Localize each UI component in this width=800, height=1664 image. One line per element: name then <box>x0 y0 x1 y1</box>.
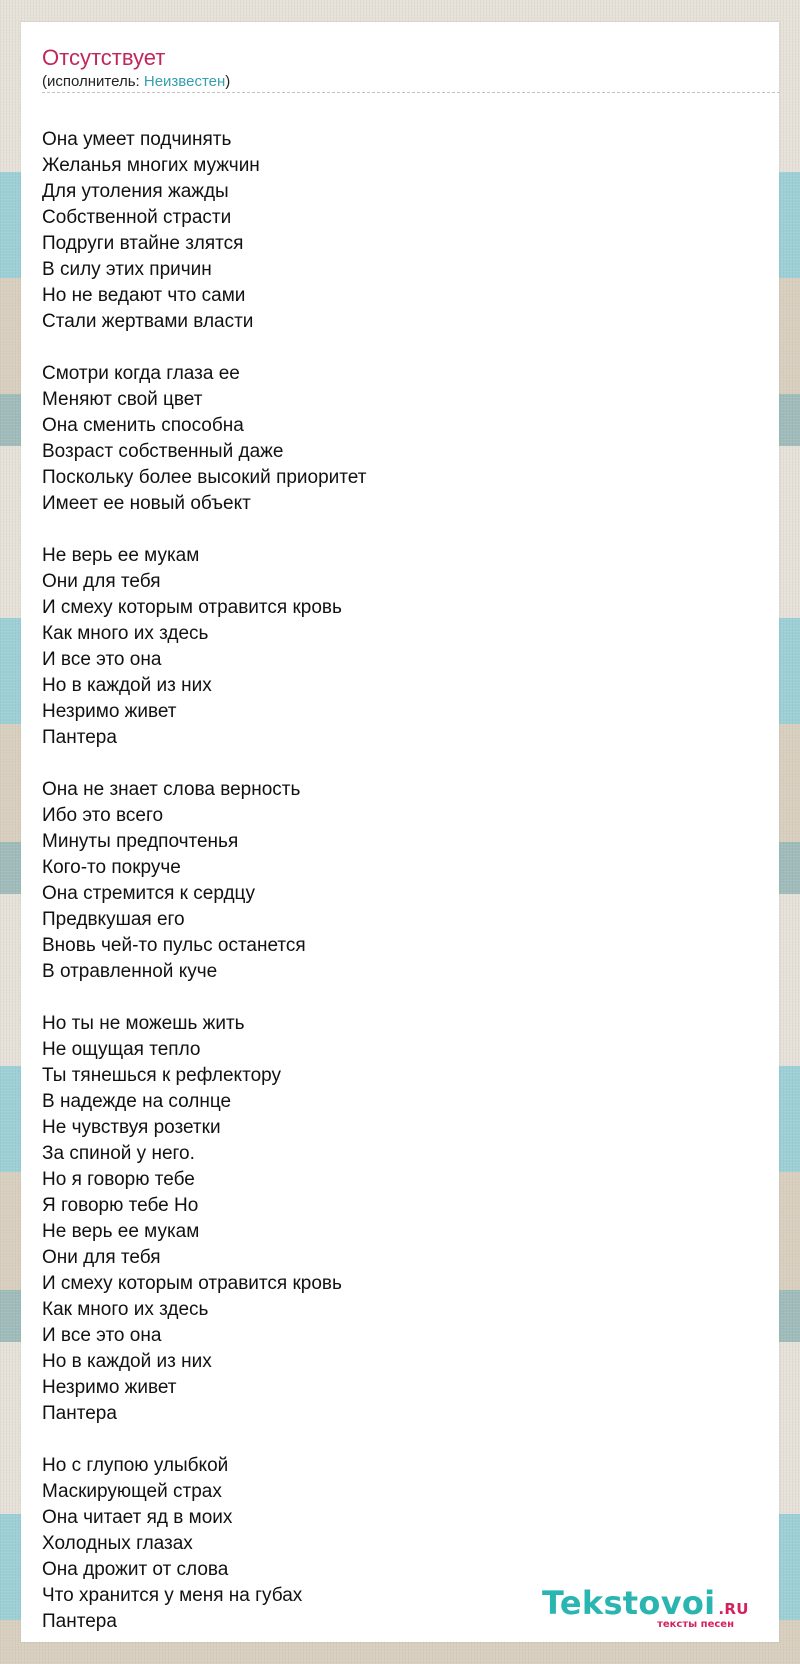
lyrics-stanza <box>42 777 742 985</box>
lyric-line: Они для тебя <box>42 1247 161 1268</box>
lyric-line: Не верь ее мукам <box>42 1221 200 1242</box>
artist-suffix: ) <box>225 73 231 90</box>
lyric-line: Вновь чей-то пульс останется <box>42 935 306 956</box>
header-divider <box>42 92 780 93</box>
artist-prefix: (исполнитель: <box>42 73 144 90</box>
lyric-line: Холодных глазах <box>42 1533 193 1554</box>
lyric-line: В отравленной куче <box>42 961 218 982</box>
lyric-line: Маскирующей страх <box>42 1481 222 1502</box>
lyric-line: Но я говорю тебе <box>42 1169 195 1190</box>
lyric-line: Незримо живет <box>42 1377 177 1398</box>
lyric-line: И все это она <box>42 649 162 670</box>
lyric-line: В надежде на солнце <box>42 1091 232 1112</box>
logo-name: Tekstovoi <box>542 1584 716 1622</box>
lyric-line: Пантера <box>42 1403 117 1424</box>
site-logo[interactable] <box>542 1585 752 1629</box>
lyric-line: Пантера <box>42 727 117 748</box>
lyric-line: Незримо живет <box>42 701 177 722</box>
lyric-line: Стали жертвами власти <box>42 311 254 332</box>
lyric-line: И все это она <box>42 1325 162 1346</box>
lyric-line: Как много их здесь <box>42 623 209 644</box>
lyric-line: Но с глупою улыбкой <box>42 1455 229 1476</box>
lyric-line: Желанья многих мужчин <box>42 155 260 176</box>
lyric-line: Пантера <box>42 1611 117 1632</box>
lyric-line: Смотри когда глаза ее <box>42 363 240 384</box>
logo-tld: .RU <box>718 1600 749 1618</box>
lyric-line: Она читает яд в моих <box>42 1507 233 1528</box>
lyric-line: Но не ведают что сами <box>42 285 246 306</box>
lyric-line: Не верь ее мукам <box>42 545 200 566</box>
lyric-line: И смеху которым отравится кровь <box>42 597 342 618</box>
lyrics-stanza <box>42 543 742 751</box>
lyric-line: Она умеет подчинять <box>42 129 232 150</box>
lyric-line: Ибо это всего <box>42 805 164 826</box>
lyric-line: Ты тянешься к рефлектору <box>42 1065 281 1086</box>
lyric-line: И смеху которым отравится кровь <box>42 1273 342 1294</box>
lyric-line: Она стремится к сердцу <box>42 883 255 904</box>
lyric-line: Не ощущая тепло <box>42 1039 201 1060</box>
artist-link[interactable]: Неизвестен <box>143 73 226 90</box>
lyric-line: Она сменить способна <box>42 415 244 436</box>
lyric-line: Как много их здесь <box>42 1299 209 1320</box>
lyrics-stanza <box>42 1011 742 1427</box>
lyric-line: Минуты предпочтенья <box>42 831 239 852</box>
lyric-line: Поскольку более высокий приоритет <box>42 467 367 488</box>
lyric-line: Подруги втайне злятся <box>42 233 244 254</box>
lyric-line: Они для тебя <box>42 571 161 592</box>
lyrics-stanza <box>42 361 742 517</box>
lyric-line: Меняют свой цвет <box>42 389 203 410</box>
lyric-line: Она дрожит от слова <box>42 1559 229 1580</box>
lyric-line: Она не знает слова верность <box>42 779 301 800</box>
lyric-line: Не чувствуя розетки <box>42 1117 221 1138</box>
lyric-line: Для утоления жажды <box>42 181 229 202</box>
lyric-line: Возраст собственный даже <box>42 441 284 462</box>
lyrics-text <box>42 127 742 1661</box>
lyric-line: Но в каждой из них <box>42 675 212 696</box>
lyrics-card <box>21 22 779 1642</box>
lyric-line: Что хранится у меня на губах <box>42 1585 303 1606</box>
lyric-line: Кого-то покруче <box>42 857 181 878</box>
lyric-line: В силу этих причин <box>42 259 212 280</box>
lyrics-stanza <box>42 127 742 335</box>
artist-line <box>42 72 230 92</box>
song-title: Отсутствует <box>42 45 166 70</box>
lyric-line: Собственной страсти <box>42 207 232 228</box>
lyric-line: Имеет ее новый объект <box>42 493 251 514</box>
logo-tagline: тексты песен <box>657 1619 734 1630</box>
lyric-line: За спиной у него. <box>42 1143 195 1164</box>
lyric-line: Я говорю тебе Но <box>42 1195 199 1216</box>
lyric-line: Но в каждой из них <box>42 1351 212 1372</box>
lyric-line: Но ты не можешь жить <box>42 1013 245 1034</box>
lyric-line: Предвкушая его <box>42 909 185 930</box>
